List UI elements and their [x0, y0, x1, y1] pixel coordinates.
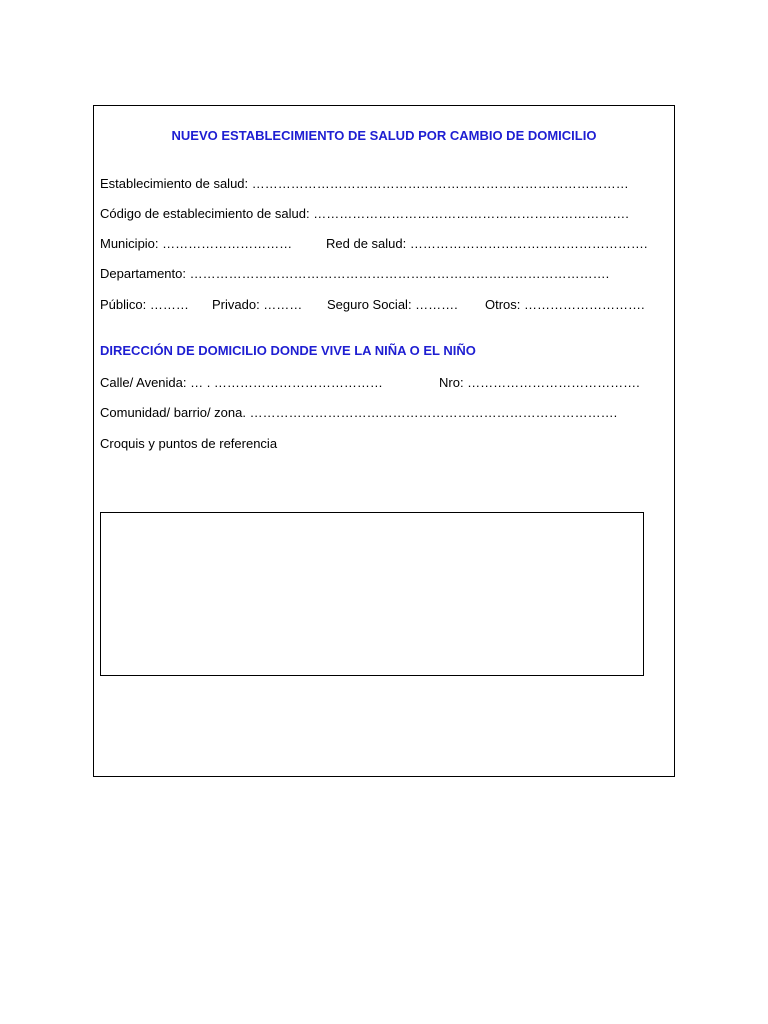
- departamento-field: Departamento: …………………………………………………………………………………….: [100, 266, 610, 281]
- establecimiento-field: Establecimiento de salud: ……………………………………………………………………………: [100, 176, 629, 191]
- municipio-red-row: [100, 236, 660, 252]
- municipio-field: Municipio: …………………………: [100, 236, 293, 251]
- publico-field: Público: ………: [100, 297, 189, 312]
- croquis-label: Croquis y puntos de referencia: [100, 436, 278, 451]
- form-title: NUEVO ESTABLECIMIENTO DE SALUD POR CAMBIO DE DOMICILIO: [171, 128, 597, 143]
- nro-field: Nro: ………………………………….: [439, 375, 640, 390]
- comunidad-field: Comunidad/ barrio/ zona. ………………………………………………………………………….: [100, 405, 618, 420]
- calle-avenida-field: Calle/ Avenida: … . …………………………………: [100, 375, 383, 390]
- croquis-sketch-box[interactable]: [100, 512, 644, 676]
- otros-field: Otros: ……………………….: [485, 297, 645, 312]
- tipo-establecimiento-row: [100, 297, 660, 313]
- red-salud-field: Red de salud: ……………………………………………….: [326, 236, 648, 251]
- direccion-section-title: DIRECCIÓN DE DOMICILIO DONDE VIVE LA NIÑA O EL NIÑO: [100, 343, 476, 358]
- codigo-establecimiento-field: Código de establecimiento de salud: ……………………………………………………………….: [100, 206, 629, 221]
- form-frame: [93, 105, 675, 777]
- seguro-social-field: Seguro Social: ……….: [327, 297, 458, 312]
- privado-field: Privado: ………: [212, 297, 303, 312]
- calle-nro-row: [100, 375, 660, 391]
